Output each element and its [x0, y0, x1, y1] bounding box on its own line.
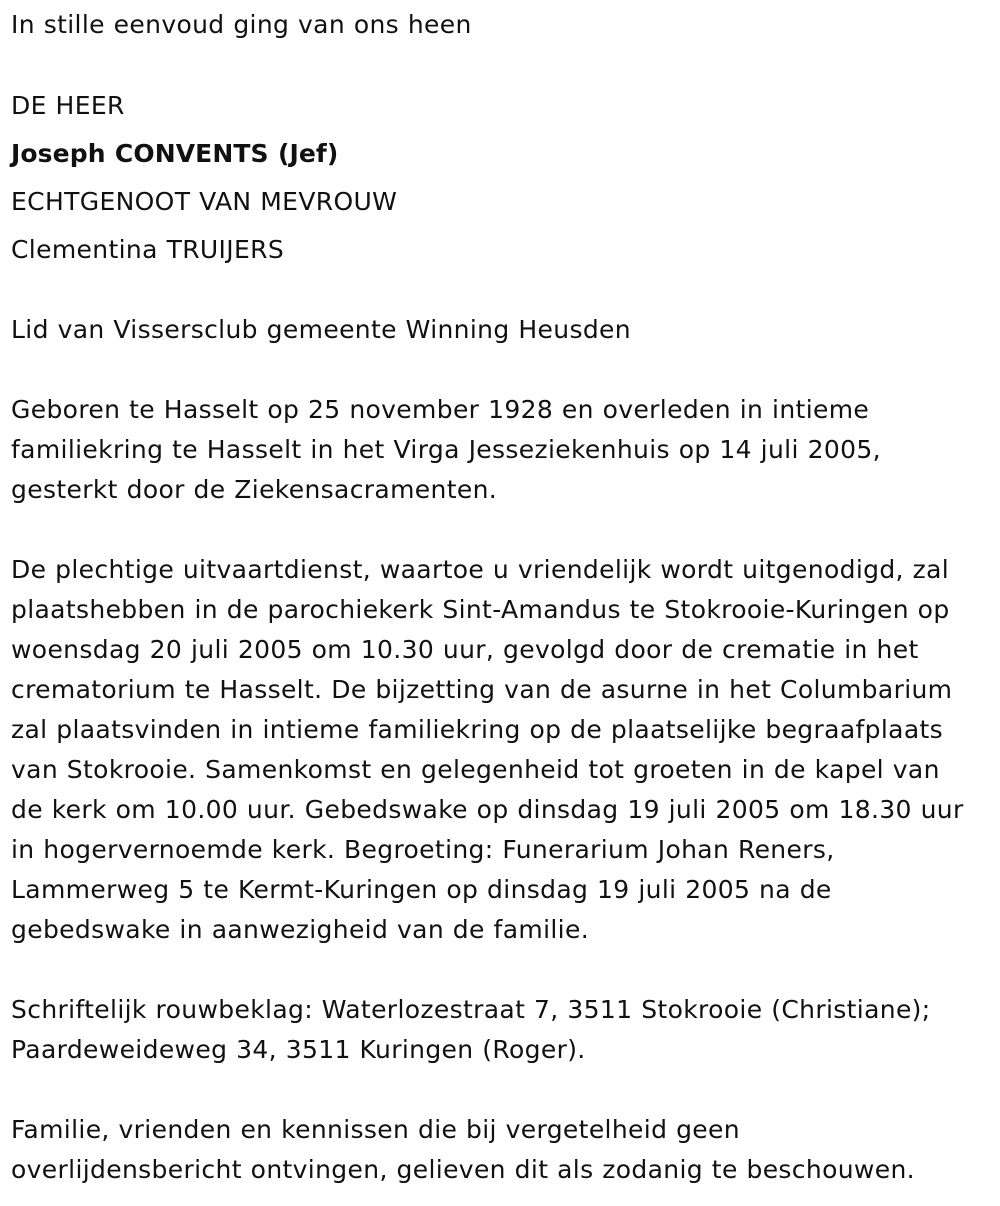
membership-line: Lid van Vissersclub gemeente Winning Heusden [11, 315, 631, 344]
paragraph-line: gebedswake in aanwezigheid van de familie. [11, 915, 589, 944]
paragraph-line: crematorium te Hasselt. De bijzetting van de asurne in het Columbarium [11, 675, 953, 704]
spouse-name: Clementina TRUIJERS [11, 235, 285, 264]
paragraph-line: woensdag 20 juli 2005 om 10.30 uur, gevolgd door de crematie in het [11, 635, 919, 664]
paragraph-line: in hogervernoemde kerk. Begroeting: Funerarium Johan Reners, [11, 835, 835, 864]
paragraph-line: Schriftelijk rouwbeklag: Waterlozestraat 7, 3511 Stokrooie (Christiane); [11, 995, 931, 1024]
paragraph-line: Lammerweg 5 te Kermt-Kuringen op dinsdag 19 juli 2005 na de [11, 875, 832, 904]
paragraph-line: Familie, vrienden en kennissen die bij vergetelheid geen [11, 1115, 740, 1144]
paragraph-line: De plechtige uitvaartdienst, waartoe u vriendelijk wordt uitgenodigd, zal [11, 555, 950, 584]
paragraph-line: plaatshebben in de parochiekerk Sint-Amandus te Stokrooie-Kuringen op [11, 595, 950, 624]
deceased-name: Joseph CONVENTS (Jef) [11, 139, 339, 168]
spouse-label: ECHTGENOOT VAN MEVROUW [11, 187, 398, 216]
paragraph-line: gesterkt door de Ziekensacramenten. [11, 475, 498, 504]
paragraph-line: de kerk om 10.00 uur. Gebedswake op dinsdag 19 juli 2005 om 18.30 uur [11, 795, 964, 824]
paragraph-line: Geboren te Hasselt op 25 november 1928 en overleden in intieme [11, 395, 870, 424]
paragraph-line: van Stokrooie. Samenkomst en gelegenheid tot groeten in de kapel van [11, 755, 940, 784]
paragraph-line: familiekring te Hasselt in het Virga Jesseziekenhuis op 14 juli 2005, [11, 435, 881, 464]
paragraph-line: zal plaatsvinden in intieme familiekring op de plaatselijke begraafplaats [11, 715, 944, 744]
paragraph-line: Paardeweideweg 34, 3511 Kuringen (Roger). [11, 1035, 586, 1064]
paragraph-line: overlijdensbericht ontvingen, gelieven dit als zodanig te beschouwen. [11, 1155, 915, 1184]
honorific: DE HEER [11, 91, 125, 120]
intro-line: In stille eenvoud ging van ons heen [11, 10, 472, 39]
